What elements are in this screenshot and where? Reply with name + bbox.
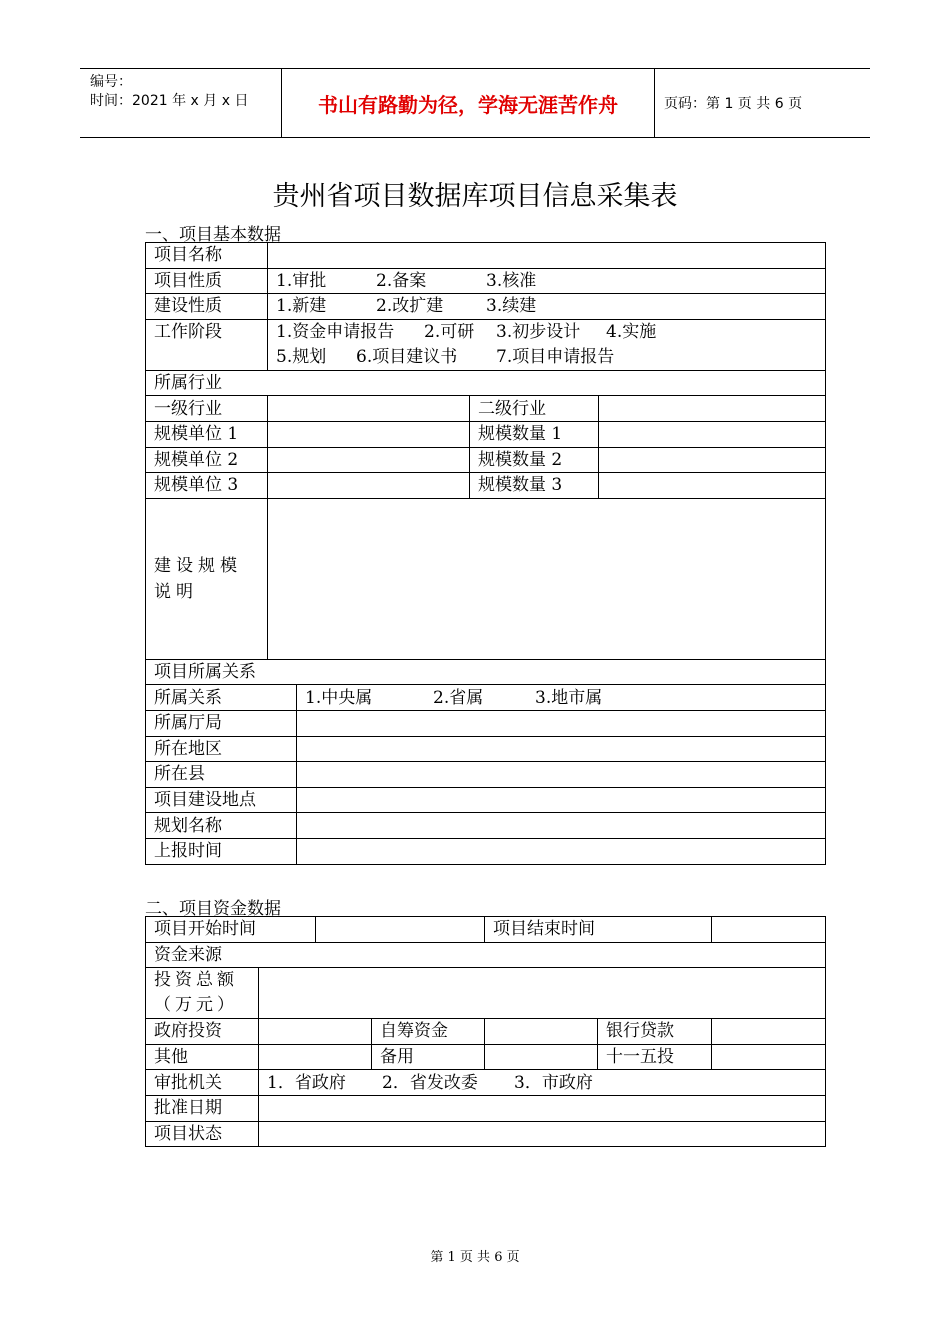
project-nature-options[interactable] bbox=[268, 268, 826, 294]
option[interactable]: 3．市政府 bbox=[514, 1072, 593, 1093]
level2-industry-label: 二级行业 bbox=[470, 396, 599, 422]
scale-unit-3-field[interactable] bbox=[268, 473, 470, 499]
bank-loan-field[interactable] bbox=[712, 1019, 826, 1045]
relation-options[interactable] bbox=[297, 685, 826, 711]
fund-source-header: 资金来源 bbox=[146, 942, 826, 968]
document-title: 贵州省项目数据库项目信息采集表 bbox=[272, 181, 678, 212]
page-footer: 第 1 页 共 6 页 bbox=[430, 1250, 520, 1265]
scale-desc-field[interactable] bbox=[268, 498, 826, 659]
time-label: 时间：2021 年 x 月 x 日 bbox=[90, 93, 249, 109]
option[interactable]: 2．省发改委 bbox=[382, 1072, 478, 1093]
table-row bbox=[146, 447, 826, 473]
table-row bbox=[146, 268, 826, 294]
table-row bbox=[146, 294, 826, 320]
county-label: 所在县 bbox=[146, 762, 297, 788]
end-time-field[interactable] bbox=[712, 917, 826, 943]
option[interactable]: 1．省政府 bbox=[267, 1072, 346, 1093]
table-row bbox=[146, 1019, 826, 1045]
table-row bbox=[146, 1121, 826, 1147]
scale-qty-3-label: 规模数量 3 bbox=[470, 473, 599, 499]
option[interactable]: 7.项目申请报告 bbox=[496, 346, 615, 367]
table-row bbox=[146, 370, 826, 396]
start-time-label: 项目开始时间 bbox=[146, 917, 316, 943]
region-label: 所在地区 bbox=[146, 736, 297, 762]
work-stage-label: 工作阶段 bbox=[146, 319, 268, 370]
status-field[interactable] bbox=[259, 1121, 826, 1147]
option[interactable]: 6.项目建议书 bbox=[356, 346, 458, 367]
report-time-field[interactable] bbox=[297, 838, 826, 864]
option[interactable]: 3.续建 bbox=[486, 296, 537, 317]
bureau-field[interactable] bbox=[297, 710, 826, 736]
plan-name-label: 规划名称 bbox=[146, 813, 297, 839]
option[interactable]: 2.省属 bbox=[433, 687, 484, 708]
option[interactable]: 2.备案 bbox=[376, 270, 427, 291]
scale-qty-3-field[interactable] bbox=[599, 473, 826, 499]
scale-unit-1-label: 规模单位 1 bbox=[146, 421, 268, 447]
table-row bbox=[146, 1070, 826, 1096]
option[interactable]: 1.新建 bbox=[276, 296, 327, 317]
approver-options[interactable] bbox=[259, 1070, 826, 1096]
table-row bbox=[146, 473, 826, 499]
option[interactable]: 3.地市属 bbox=[535, 687, 603, 708]
table-row bbox=[146, 710, 826, 736]
table-row bbox=[146, 659, 826, 685]
section1-heading: 一、项目基本数据 bbox=[145, 225, 281, 245]
scale-qty-1-label: 规模数量 1 bbox=[470, 421, 599, 447]
header-motto: 书山有路勤为径，学海无涯苦作舟 bbox=[282, 69, 655, 137]
table-row bbox=[146, 736, 826, 762]
table-row bbox=[146, 942, 826, 968]
eleventh-plan-field[interactable] bbox=[712, 1044, 826, 1070]
scale-unit-2-label: 规模单位 2 bbox=[146, 447, 268, 473]
level2-industry-field[interactable] bbox=[599, 396, 826, 422]
self-fund-label: 自筹资金 bbox=[372, 1019, 485, 1045]
project-name-label: 项目名称 bbox=[146, 243, 268, 269]
option[interactable]: 3.核准 bbox=[486, 270, 537, 291]
option[interactable]: 3.初步设计 bbox=[496, 321, 581, 342]
build-nature-options[interactable] bbox=[268, 294, 826, 320]
table-row bbox=[146, 685, 826, 711]
option[interactable]: 2.可研 bbox=[424, 321, 475, 342]
option[interactable]: 5.规划 bbox=[276, 346, 327, 367]
project-nature-label: 项目性质 bbox=[146, 268, 268, 294]
eleventh-plan-label: 十一五投 bbox=[598, 1044, 712, 1070]
table-row bbox=[146, 762, 826, 788]
total-invest-label: 投资总额（万元） bbox=[146, 968, 259, 1019]
table-row bbox=[146, 917, 826, 943]
option[interactable]: 4.实施 bbox=[606, 321, 657, 342]
table-row bbox=[146, 1044, 826, 1070]
approve-date-field[interactable] bbox=[259, 1095, 826, 1121]
approver-label: 审批机关 bbox=[146, 1070, 259, 1096]
total-invest-field[interactable] bbox=[259, 968, 826, 1019]
number-label: 编号： bbox=[90, 74, 132, 90]
site-field[interactable] bbox=[297, 787, 826, 813]
status-label: 项目状态 bbox=[146, 1121, 259, 1147]
option[interactable]: 1.审批 bbox=[276, 270, 327, 291]
relation-header: 项目所属关系 bbox=[146, 659, 826, 685]
work-stage-options[interactable] bbox=[268, 319, 826, 370]
project-name-field[interactable] bbox=[268, 243, 826, 269]
gov-invest-label: 政府投资 bbox=[146, 1019, 259, 1045]
scale-qty-2-field[interactable] bbox=[599, 447, 826, 473]
report-time-label: 上报时间 bbox=[146, 838, 297, 864]
reserve-label: 备用 bbox=[372, 1044, 485, 1070]
option[interactable]: 2.改扩建 bbox=[376, 296, 444, 317]
other-field[interactable] bbox=[259, 1044, 372, 1070]
scale-unit-1-field[interactable] bbox=[268, 421, 470, 447]
fund-data-table bbox=[145, 916, 826, 1147]
level1-industry-field[interactable] bbox=[268, 396, 470, 422]
bank-loan-label: 银行贷款 bbox=[598, 1019, 712, 1045]
page-header bbox=[80, 68, 870, 138]
table-row bbox=[146, 421, 826, 447]
section2-heading: 二、项目资金数据 bbox=[145, 899, 281, 919]
gov-invest-field[interactable] bbox=[259, 1019, 372, 1045]
table-row bbox=[146, 813, 826, 839]
plan-name-field[interactable] bbox=[297, 813, 826, 839]
county-field[interactable] bbox=[297, 762, 826, 788]
table-row bbox=[146, 1095, 826, 1121]
scale-unit-2-field[interactable] bbox=[268, 447, 470, 473]
industry-header: 所属行业 bbox=[146, 370, 826, 396]
build-nature-label: 建设性质 bbox=[146, 294, 268, 320]
option[interactable]: 1.资金申请报告 bbox=[276, 321, 395, 342]
relation-label: 所属关系 bbox=[146, 685, 297, 711]
scale-desc-label: 建设规模说明 bbox=[146, 498, 268, 659]
table-row bbox=[146, 968, 826, 1019]
option[interactable]: 1.中央属 bbox=[305, 687, 373, 708]
header-page-label: 页码：第 1 页 共 6 页 bbox=[664, 96, 803, 112]
table-row bbox=[146, 243, 826, 269]
table-row bbox=[146, 396, 826, 422]
scale-qty-2-label: 规模数量 2 bbox=[470, 447, 599, 473]
other-label: 其他 bbox=[146, 1044, 259, 1070]
bureau-label: 所属厅局 bbox=[146, 710, 297, 736]
table-row bbox=[146, 498, 826, 659]
level1-industry-label: 一级行业 bbox=[146, 396, 268, 422]
scale-qty-1-field[interactable] bbox=[599, 421, 826, 447]
site-label: 项目建设地点 bbox=[146, 787, 297, 813]
region-field[interactable] bbox=[297, 736, 826, 762]
end-time-label: 项目结束时间 bbox=[485, 917, 712, 943]
start-time-field[interactable] bbox=[316, 917, 485, 943]
reserve-field[interactable] bbox=[485, 1044, 598, 1070]
self-fund-field[interactable] bbox=[485, 1019, 598, 1045]
scale-unit-3-label: 规模单位 3 bbox=[146, 473, 268, 499]
table-row bbox=[146, 319, 826, 370]
table-row bbox=[146, 787, 826, 813]
header-meta bbox=[80, 69, 282, 137]
approve-date-label: 批准日期 bbox=[146, 1095, 259, 1121]
table-row bbox=[146, 838, 826, 864]
basic-data-table bbox=[145, 242, 826, 865]
